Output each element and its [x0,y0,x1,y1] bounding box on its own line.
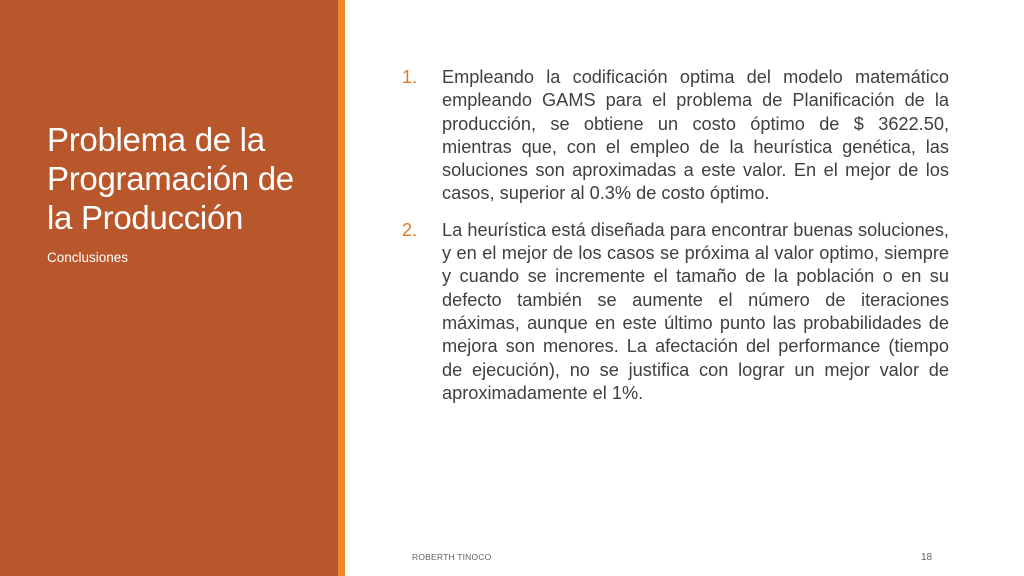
accent-divider [338,0,345,576]
list-item-number: 1. [402,67,418,87]
list-item-text: Empleando la codificación optima del modelo matemático empleando GAMS para el problema de Planificación de la producción, se obtiene un costo óptimo de $ 3622.50, mientras que, con el empleo de la heurística genética, las soluciones son aproximadas a este valor. En el mejor de los casos, superior al 0.3% de costo óptimo. [442,67,949,204]
list-item [402,66,949,206]
conclusions-list [402,66,949,418]
slide-number: 18 [921,552,933,563]
list-item-text: La heurística está diseñada para encontrar buenas soluciones, y en el mejor de los casos se próxima al valor optimo, siempre y cuando se incremente el tamaño de la población o en su defecto también se aumente el número de iteraciones máximas, aunque en este último punto las probabilidades de mejora son menores. La afectación del performance (tiempo de ejecución), no se justifica con lograr un mejor valor de aproximadamente el 1%. [442,219,949,403]
title-panel [0,0,338,576]
slide-title: Problema de la Programación de la Producción [47,121,294,236]
list-item-number: 2. [402,219,418,240]
footer-author: ROBERTH TINOCO [412,552,492,562]
slide-subtitle: Conclusiones [47,250,129,265]
list-item [402,219,949,405]
